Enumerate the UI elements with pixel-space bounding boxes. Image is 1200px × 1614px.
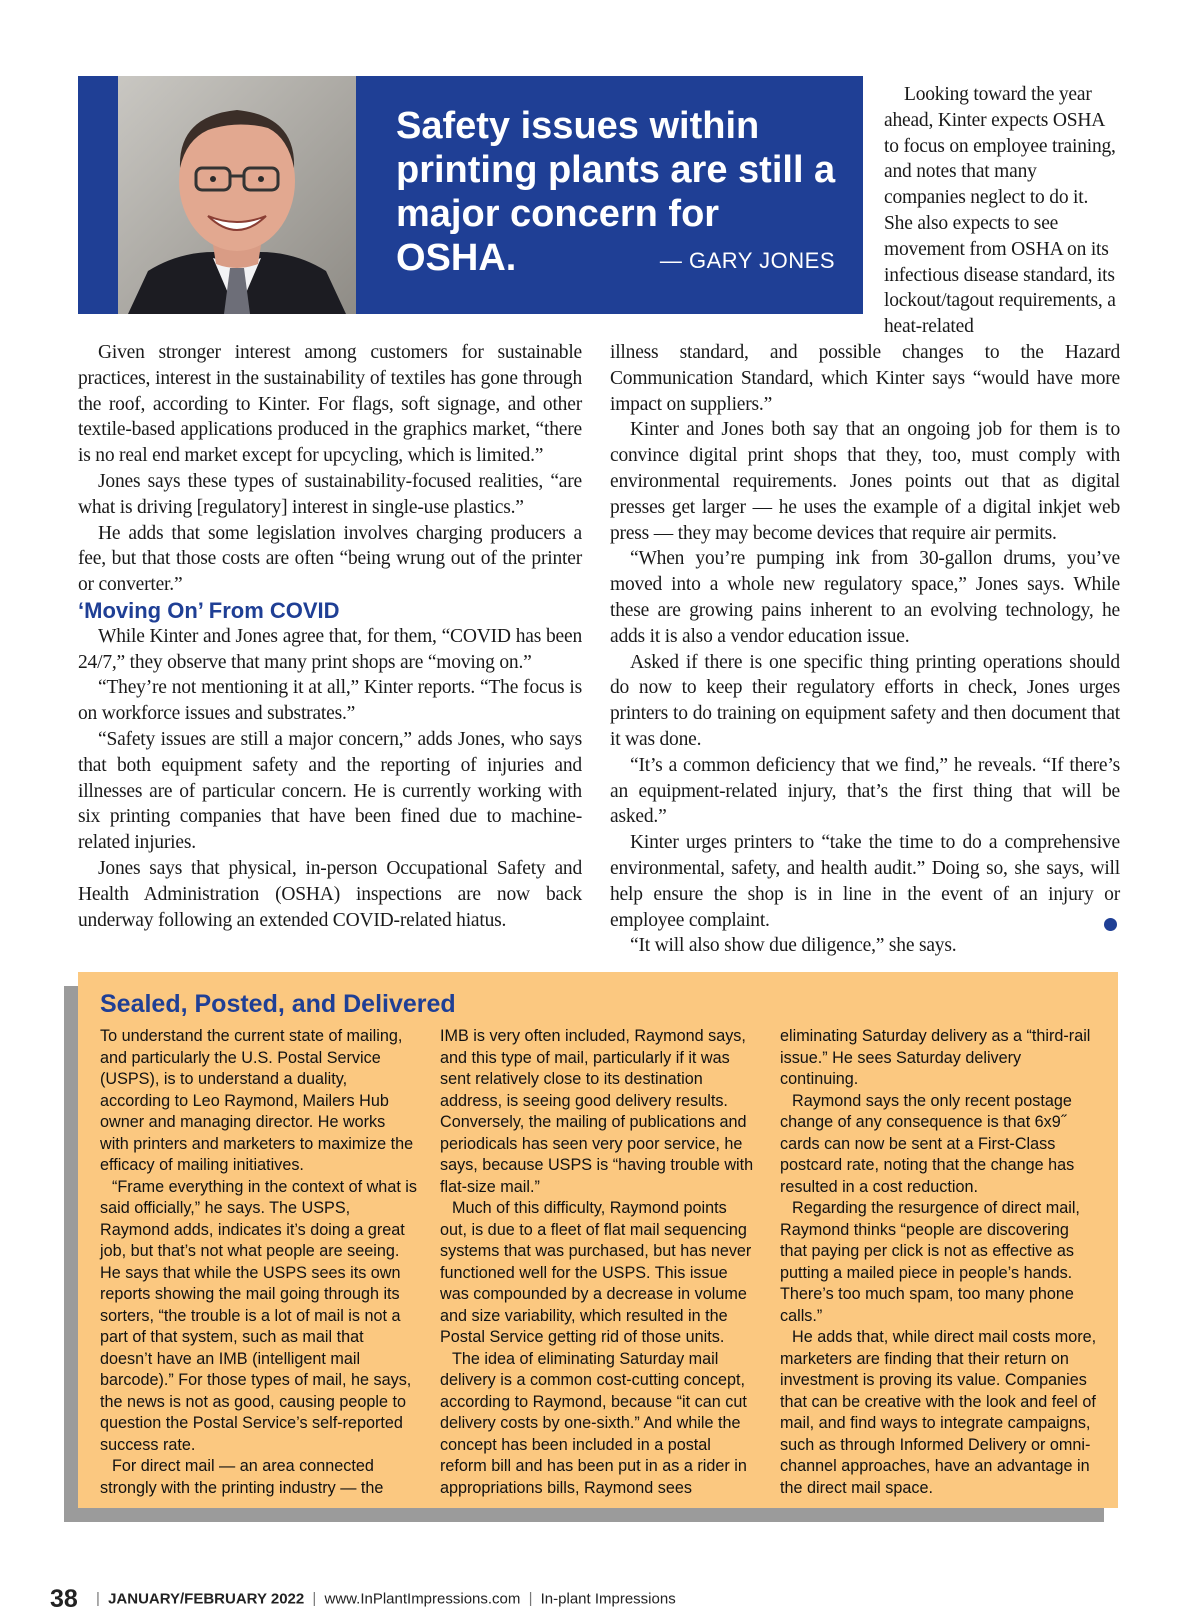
page-footer (50, 1585, 676, 1614)
sidebar-paragraph: Much of this difficulty, Raymond points out, is due to a fleet of flat mail sequencing systems that was purchased, but has never functioned well for the USPS. This issue was compounded by a decrease in volume and size variability, which resulted in the Postal Service getting rid of those units. (440, 1199, 752, 1346)
page-number: 38 (50, 1585, 78, 1613)
sidebar-paragraph: For direct mail — an area connected strongly with the printing industry — the (100, 1457, 384, 1497)
footer-separator: | (95, 1590, 100, 1608)
pull-quote-text: Safety issues within printing plants are still a major concern for OSHA. (396, 105, 836, 279)
right-column (610, 340, 1120, 959)
body-paragraph: illness standard, and possible changes to the Hazard Communication Standard, which Kinter says “would have more impact on suppliers.” (610, 342, 1120, 415)
body-paragraph: “When you’re pumping ink from 30-gallon drums, you’ve moved into a whole new regulatory space,” Jones says. While these are growing pains inherent to an evolving technology, he adds it is also a vendor education issue. (610, 548, 1120, 647)
footer-issue: JANUARY/FEBRUARY 2022 (108, 1590, 305, 1608)
pull-quote-attribution: — GARY JONES (659, 248, 835, 273)
sidebar-column-2 (440, 1026, 758, 1499)
sidebar-paragraph: “Frame everything in the context of what is said officially,” he says. The USPS, Raymond adds, indicates it’s doing a great job, but that’s not what people are seeing. He says that while the USPS sees its own reports showing the mail going through its sorters, “the trouble is a lot of mail is not a part of that system, such as mail that doesn’t have an IMB (intelligent mail barcode).” For those types of mail, he says, the news is not as good, causing people to question the Postal Service’s self-reported success rate. (100, 1177, 418, 1454)
footer-website-link[interactable]: www.InPlantImpressions.com (324, 1590, 521, 1608)
end-mark-icon (1104, 918, 1117, 931)
body-paragraph: Jones says these types of sustainability-focused realities, “are what is driving [regulatory] interest in single-use plastics.” (78, 470, 582, 518)
sidebar-paragraph: Regarding the resurgence of direct mail, Raymond thinks “people are discovering that paying per click is not as effective as putting a mailed piece in people’s hands. There’s too much spam, too many phone calls.” (780, 1199, 1080, 1325)
left-column (78, 340, 582, 933)
body-paragraph: “They’re not mentioning it at all,” Kinter reports. “The focus is on workforce issues and substrates.” (78, 677, 582, 725)
portrait-illustration (118, 76, 356, 314)
body-paragraph: “It will also show due diligence,” she says. (630, 935, 957, 957)
top-right-column (884, 82, 1120, 340)
section-subhead: ‘Moving On’ From COVID (78, 597, 340, 623)
sidebar-title: Sealed, Posted, and Delivered (100, 990, 456, 1018)
sidebar-paragraph: He adds that, while direct mail costs more, marketers are finding that their return on investment is proving its value. Companies that can be creative with the look and feel of mail, and find ways to integrate campaigns, such as through Informed Delivery or omni-channel approaches, have an advantage in the direct mail space. (780, 1328, 1097, 1497)
footer-publication: In-plant Impressions (540, 1590, 676, 1608)
sidebar-column-1 (100, 1026, 418, 1499)
body-paragraph: Asked if there is one specific thing printing operations should do now to keep their regulatory efforts in check, Jones urges printers to do training on equipment safety and then document that it was done. (610, 651, 1120, 750)
footer-separator: | (528, 1590, 533, 1608)
pull-quote-box (78, 76, 863, 314)
body-paragraph: Looking toward the year ahead, Kinter expects OSHA to focus on employee training, and notes that many companies neglect to do it. She also expects to see movement from OSHA on its infectious disease standard, its lockout/tagout requirements, a heat-related (884, 84, 1116, 338)
body-paragraph: Jones says that physical, in-person Occupational Safety and Health Administration (OSHA) inspections are now back underway following an extended COVID-related hiatus. (78, 857, 582, 931)
body-paragraph: Kinter and Jones both say that an ongoing job for them is to convince digital print shops that they, too, must comply with environmental requirements. Jones points out that as digital presses get larger — he uses the example of a digital inkjet web press — they may become devices that require air permits. (610, 419, 1120, 544)
portrait-photo (118, 76, 356, 314)
body-paragraph: “Safety issues are still a major concern,” adds Jones, who says that both equipment safety and the reporting of injuries and illnesses are of particular concern. He is currently working with six printing companies that have been fined due to machine-related injuries. (78, 728, 582, 854)
sidebar-box (78, 972, 1118, 1508)
footer-separator: | (312, 1590, 317, 1608)
body-paragraph: While Kinter and Jones agree that, for them, “COVID has been 24/7,” they observe that many print shops are “moving on.” (78, 625, 582, 673)
body-paragraph: Given stronger interest among customers for sustainable practices, interest in the sustainability of textiles has gone through the roof, according to Kinter. For flags, soft signage, and other textile-based applications produced in the graphics market, “there is no real end market except for upcycling, which is limited.” (78, 342, 582, 467)
body-paragraph: Kinter urges printers to “take the time to do a comprehensive environmental, safety, and health audit.” Doing so, she says, will help ensure the shop is in line in the event of an injury or employee complaint. (610, 832, 1120, 931)
sidebar-paragraph: IMB is very often included, Raymond says, and this type of mail, particularly if it was sent relatively close to its destination address, is seeing good delivery results. Conversely, the mailing of publications and periodicals has seen very poor service, he says, because USPS is “having trouble with flat-size mail.” (440, 1027, 754, 1196)
sidebar-paragraph: To understand the current state of mailing, and particularly the U.S. Postal Service (USPS), is to understand a duality, according to Leo Raymond, Mailers Hub owner and managing director. He works with printers and marketers to maximize the efficacy of mailing initiatives. (100, 1027, 414, 1174)
sidebar-paragraph: eliminating Saturday delivery as a “third-rail issue.” He sees Saturday delivery continuing. (780, 1027, 1091, 1088)
body-paragraph: “It’s a common deficiency that we find,” he reveals. “If there’s an equipment-related injury, that’s the first thing that will be asked.” (610, 754, 1120, 828)
body-paragraph: He adds that some legislation involves charging producers a fee, but that those costs are often “being wrung out of the printer or converter.” (78, 522, 582, 596)
sidebar-column-3 (780, 1026, 1098, 1499)
sidebar-paragraph: The idea of eliminating Saturday mail delivery is a common cost-cutting concept, according to Raymond, because “it can cut delivery costs by one-sixth.” And while the concept has been included in a postal reform bill and has been put in as a rider in appropriations bills, Raymond sees (440, 1349, 747, 1497)
sidebar-paragraph: Raymond says the only recent postage change of any consequence is that 6x9˝ cards can now be sent at a First-Class postcard rate, noting that the change has resulted in a cost reduction. (780, 1091, 1075, 1196)
